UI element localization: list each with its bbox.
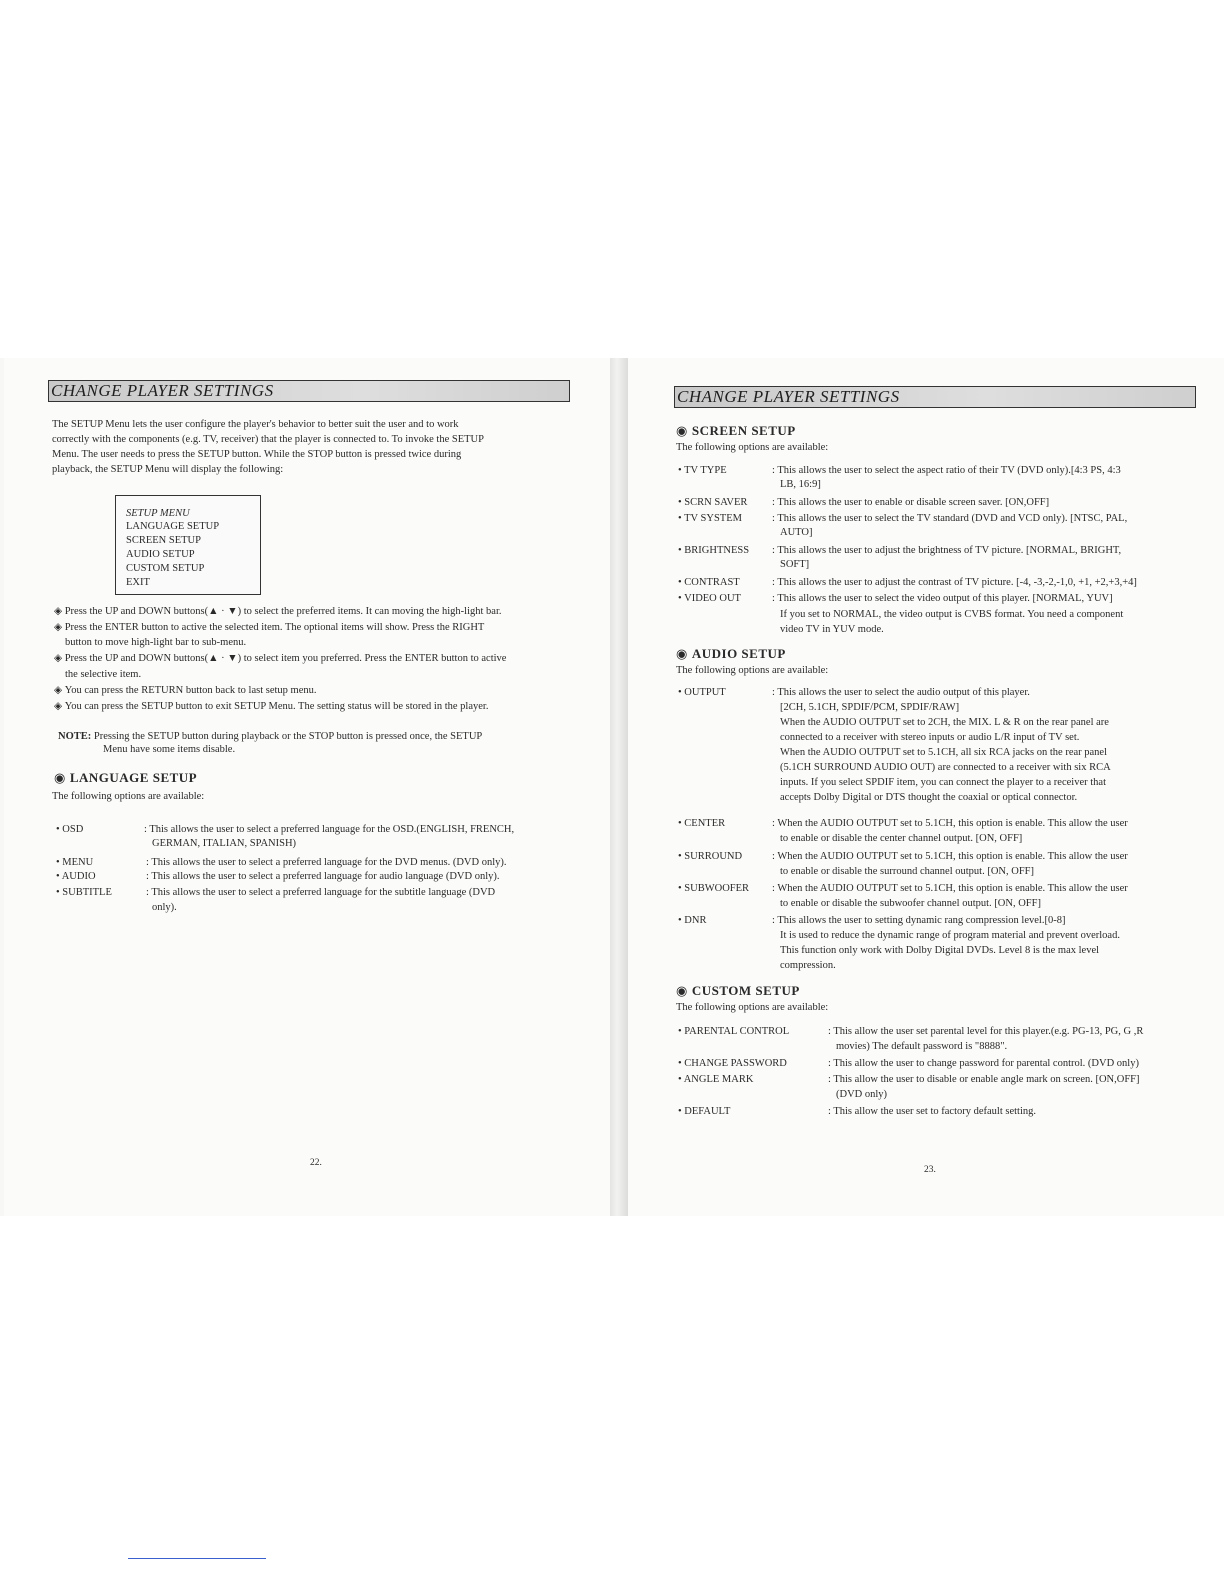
note-label: NOTE: bbox=[58, 731, 92, 742]
option-desc: inputs. If you select SPDIF item, you can connect the player to a receiver that bbox=[780, 777, 1106, 788]
audio-setup-subtitle: The following options are available: bbox=[676, 665, 829, 676]
target-icon: ◉ bbox=[676, 646, 688, 661]
option-label: • CONTRAST bbox=[678, 577, 740, 588]
setup-menu-title: SETUP MENU bbox=[126, 508, 190, 519]
option-label: • VIDEO OUT bbox=[678, 593, 741, 604]
target-icon: ◉ bbox=[54, 770, 66, 785]
option-desc: This function only work with Dolby Digital DVDs. Level 8 is the max level bbox=[780, 945, 1100, 956]
right-section-banner bbox=[674, 386, 1196, 408]
option-desc: : This allows the user to select the audio output of this player. bbox=[772, 687, 1030, 698]
option-label: • CENTER bbox=[678, 818, 726, 829]
target-icon: ◉ bbox=[676, 983, 688, 998]
footnote-rule bbox=[128, 1558, 266, 1559]
instruction-item bbox=[54, 652, 506, 666]
option-label: • OSD bbox=[56, 824, 84, 835]
option-desc: : This allows the user to select the TV standard (DVD and VCD only). [NTSC, PAL, bbox=[772, 513, 1128, 524]
screen-setup-heading bbox=[676, 423, 796, 439]
option-label: • SUBTITLE bbox=[56, 887, 112, 898]
option-label: • CHANGE PASSWORD bbox=[678, 1058, 787, 1069]
instruction-text: You can press the RETURN button back to last setup menu. bbox=[64, 685, 317, 696]
option-desc: compression. bbox=[780, 960, 836, 971]
instruction-text: button to move high-light bar to sub-menu. bbox=[65, 637, 247, 648]
option-label: • SURROUND bbox=[678, 851, 743, 862]
intro-line: Menu. The user needs to press the SETUP button. While the STOP button is pressed twice during bbox=[52, 449, 462, 460]
option-label: • SUBWOOFER bbox=[678, 883, 750, 894]
option-label: • PARENTAL CONTROL bbox=[678, 1026, 790, 1037]
heading-text: SCREEN SETUP bbox=[691, 423, 796, 438]
option-desc: : This allows the user to setting dynamic rang compression level.[0-8] bbox=[772, 915, 1066, 926]
heading-text: CUSTOM SETUP bbox=[691, 983, 800, 998]
setup-menu-item: CUSTOM SETUP bbox=[126, 563, 205, 574]
option-label: • OUTPUT bbox=[678, 687, 726, 698]
option-desc: : This allow the user set to factory default setting. bbox=[828, 1106, 1037, 1117]
option-desc: It is used to reduce the dynamic range of program material and prevent overload. bbox=[780, 930, 1120, 941]
option-desc: GERMAN, ITALIAN, SPANISH) bbox=[152, 838, 297, 849]
option-label: • ANGLE MARK bbox=[678, 1074, 754, 1085]
instruction-text: Press the ENTER button to active the selected item. The optional items will show. Press the RIGHT bbox=[64, 622, 485, 633]
note-text: Menu have some items disable. bbox=[103, 744, 236, 755]
diamond-icon: ◈ bbox=[54, 653, 63, 664]
left-banner-title: CHANGE PLAYER SETTINGS bbox=[51, 381, 274, 400]
left-section-banner bbox=[48, 380, 570, 402]
option-label: • AUDIO bbox=[56, 871, 96, 882]
custom-setup-heading bbox=[676, 983, 800, 999]
audio-setup-heading bbox=[676, 646, 786, 662]
note-text: Pressing the SETUP button during playback or the STOP button is pressed once, the SETUP bbox=[93, 731, 483, 742]
option-desc: : When the AUDIO OUTPUT set to 5.1CH, this option is enable. This allow the user bbox=[772, 851, 1128, 862]
option-desc: (5.1CH SURROUND AUDIO OUT) are connected to a receiver with six RCA bbox=[780, 762, 1111, 773]
setup-menu-item: LANGUAGE SETUP bbox=[126, 521, 220, 532]
option-desc: When the AUDIO OUTPUT set to 2CH, the MIX. L & R on the rear panel are bbox=[780, 717, 1109, 728]
setup-menu-item: EXIT bbox=[126, 577, 150, 588]
target-icon: ◉ bbox=[676, 423, 688, 438]
right-banner-title: CHANGE PLAYER SETTINGS bbox=[677, 387, 900, 406]
intro-line: playback, the SETUP Menu will display the following: bbox=[52, 464, 284, 475]
option-desc: [2CH, 5.1CH, SPDIF/PCM, SPDIF/RAW] bbox=[780, 702, 960, 713]
left-page bbox=[4, 358, 610, 1216]
option-desc: : This allows the user to select the video output of this player. [NORMAL, YUV] bbox=[772, 593, 1113, 604]
diamond-icon: ◈ bbox=[54, 685, 63, 696]
option-desc: : This allows the user to adjust the contrast of TV picture. [-4, -3,-2,-1,0, +1, +2,+3,+4] bbox=[772, 577, 1137, 588]
setup-menu-item: SCREEN SETUP bbox=[126, 535, 201, 546]
option-desc: accepts Dolby Digital or DTS thought the coaxial or optical connector. bbox=[780, 792, 1078, 803]
option-desc: : This allows the user to select the aspect ratio of their TV (DVD only).[4:3 PS, 4:3 bbox=[772, 465, 1121, 476]
option-desc: : This allow the user to disable or enable angle mark on screen. [ON,OFF] bbox=[828, 1074, 1140, 1085]
option-desc: SOFT] bbox=[780, 559, 810, 570]
option-label: • DNR bbox=[678, 915, 707, 926]
option-desc: only). bbox=[152, 902, 177, 913]
option-desc: AUTO] bbox=[780, 527, 813, 538]
option-label: • MENU bbox=[56, 857, 94, 868]
option-desc: : This allows the user to adjust the brightness of TV picture. [NORMAL, BRIGHT, bbox=[772, 545, 1122, 556]
option-desc: to enable or disable the subwoofer channel output. [ON, OFF] bbox=[780, 898, 1041, 909]
option-desc: : This allows the user to select a preferred language for the OSD.(ENGLISH, FRENCH, bbox=[144, 824, 515, 835]
option-desc: : This allows the user to enable or disable screen saver. [ON,OFF] bbox=[772, 497, 1050, 508]
option-desc: video TV in YUV mode. bbox=[780, 624, 884, 635]
option-desc: movies) The default password is "8888". bbox=[836, 1041, 1008, 1052]
diamond-icon: ◈ bbox=[54, 606, 63, 617]
option-desc: : This allow the user set parental level for this player.(e.g. PG-13, PG, G ,R bbox=[828, 1026, 1144, 1037]
option-desc: : This allows the user to select a preferred language for the subtitle language (DVD bbox=[146, 887, 496, 898]
option-label: • TV SYSTEM bbox=[678, 513, 742, 524]
option-desc: : This allows the user to select a preferred language for the DVD menus. (DVD only). bbox=[146, 857, 507, 868]
diamond-icon: ◈ bbox=[54, 701, 63, 712]
option-desc: (DVD only) bbox=[836, 1089, 888, 1100]
option-label: • SCRN SAVER bbox=[678, 497, 748, 508]
option-desc: : When the AUDIO OUTPUT set to 5.1CH, this option is enable. This allow the user bbox=[772, 883, 1128, 894]
screen-setup-subtitle: The following options are available: bbox=[676, 442, 829, 453]
language-setup-subtitle: The following options are available: bbox=[52, 791, 205, 802]
option-desc: : This allows the user to select a preferred language for audio language (DVD only). bbox=[146, 871, 500, 882]
left-page-number: 22. bbox=[310, 1158, 322, 1168]
instruction-item bbox=[54, 621, 484, 635]
instruction-item bbox=[54, 684, 316, 698]
instruction-text: You can press the SETUP button to exit SETUP Menu. The setting status will be stored in the player. bbox=[64, 701, 489, 712]
instruction-item bbox=[54, 700, 488, 714]
intro-line: correctly with the components (e.g. TV, receiver) that the player is connected to. To invoke the SETUP bbox=[52, 434, 484, 445]
instruction-text: Press the UP and DOWN buttons(▲ · ▼) to select the preferred items. It can moving the high-light bar. bbox=[64, 606, 502, 617]
option-desc: LB, 16:9] bbox=[780, 479, 821, 490]
option-desc: : When the AUDIO OUTPUT set to 5.1CH, this option is enable. This allow the user bbox=[772, 818, 1128, 829]
option-desc: to enable or disable the surround channel output. [ON, OFF] bbox=[780, 866, 1034, 877]
setup-menu-item: AUDIO SETUP bbox=[126, 549, 195, 560]
option-label: • DEFAULT bbox=[678, 1106, 731, 1117]
instruction-text: the selective item. bbox=[65, 669, 142, 680]
option-desc: When the AUDIO OUTPUT set to 5.1CH, all six RCA jacks on the rear panel bbox=[780, 747, 1108, 758]
diamond-icon: ◈ bbox=[54, 622, 63, 633]
heading-text: LANGUAGE SETUP bbox=[69, 770, 198, 785]
option-label: • BRIGHTNESS bbox=[678, 545, 750, 556]
option-desc: to enable or disable the center channel output. [ON, OFF] bbox=[780, 833, 1023, 844]
instruction-item bbox=[54, 605, 502, 619]
option-label: • TV TYPE bbox=[678, 465, 727, 476]
page-gutter bbox=[610, 358, 628, 1216]
option-desc: connected to a receiver with stereo inputs or audio L/R input of TV set. bbox=[780, 732, 1080, 743]
heading-text: AUDIO SETUP bbox=[691, 646, 786, 661]
setup-menu-box bbox=[115, 495, 261, 595]
custom-setup-subtitle: The following options are available: bbox=[676, 1002, 829, 1013]
instruction-text: Press the UP and DOWN buttons(▲ · ▼) to select item you preferred. Press the ENTER button to active bbox=[64, 653, 507, 664]
option-desc: : This allow the user to change password for parental control. (DVD only) bbox=[828, 1058, 1139, 1069]
option-desc: If you set to NORMAL, the video output is CVBS format. You need a component bbox=[780, 609, 1124, 620]
language-setup-heading bbox=[54, 770, 197, 786]
intro-line: The SETUP Menu lets the user configure the player's behavior to better suit the user and to work bbox=[52, 419, 459, 430]
right-page-number: 23. bbox=[924, 1165, 936, 1175]
